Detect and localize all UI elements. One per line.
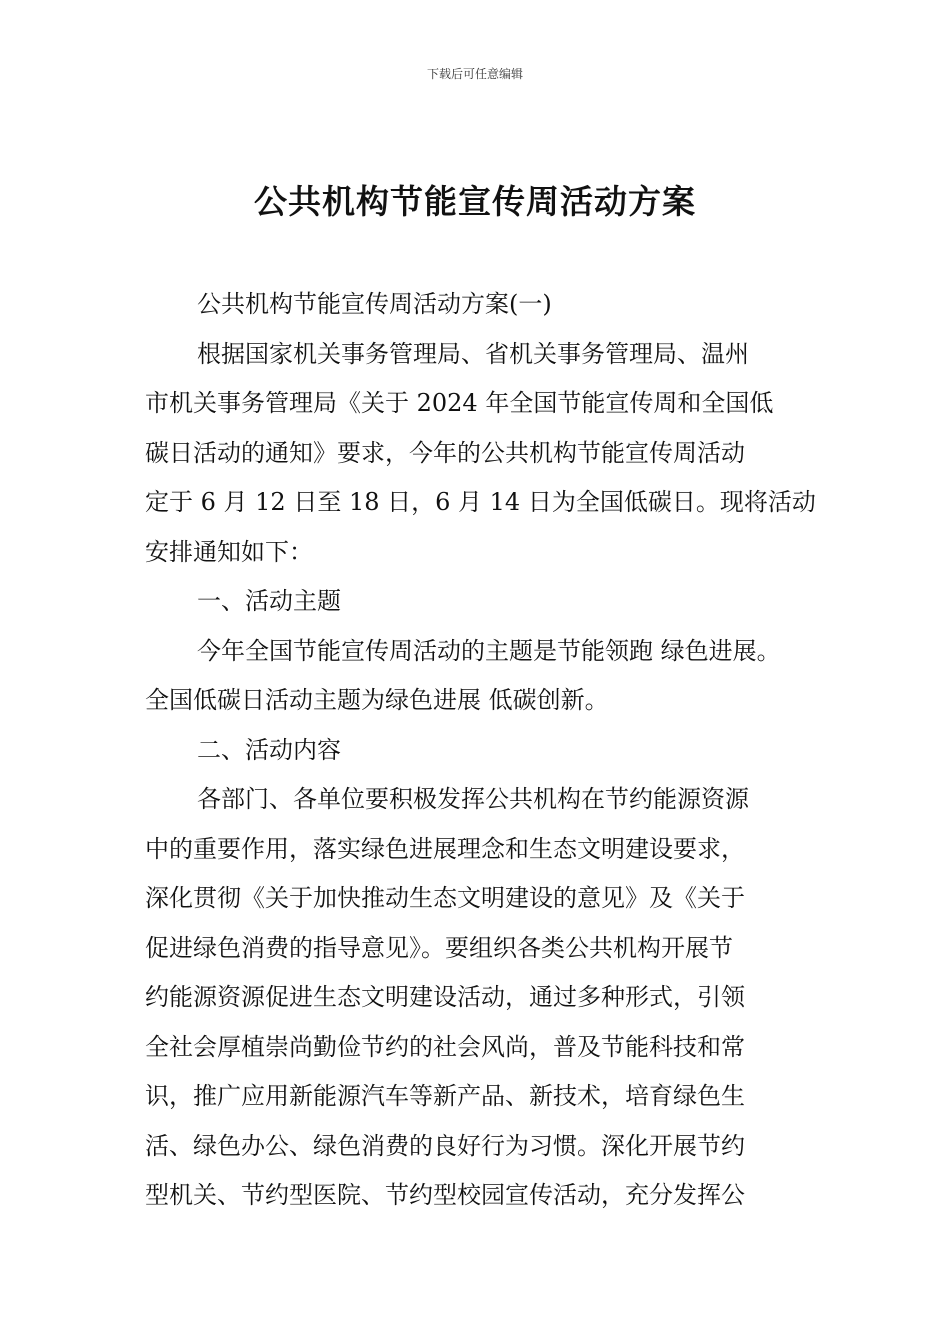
document-title: 公共机构节能宣传周活动方案 — [254, 182, 696, 221]
paragraph-line: 安排通知如下： — [145, 537, 313, 566]
paragraph-line: 各部门、各单位要积极发挥公共机构在节约能源资源 — [197, 785, 749, 813]
section-heading: 二、活动内容 — [197, 735, 341, 764]
paragraph-line: 识，推广应用新能源汽车等新产品、新技术，培育绿色生 — [145, 1082, 745, 1110]
paragraph-line: 深化贯彻《关于加快推动生态文明建设的意见》及《关于 — [145, 884, 745, 912]
paragraph-line: 根据国家机关事务管理局、省机关事务管理局、温州 — [197, 339, 749, 368]
section-heading: 一、活动主题 — [197, 587, 341, 615]
paragraph-line: 促进绿色消费的指导意见》。要组织各类公共机构开展节 — [145, 933, 733, 962]
paragraph-line: 碳日活动的通知》要求，今年的公共机构节能宣传周活动 — [145, 438, 745, 467]
paragraph-line: 中的重要作用，落实绿色进展理念和生态文明建设要求， — [145, 834, 745, 863]
paragraph-line: 全社会厚植崇尚勤俭节约的社会风尚，普及节能科技和常 — [145, 1032, 745, 1061]
paragraph-line: 活、绿色办公、绿色消费的良好行为习惯。深化开展节约 — [145, 1131, 745, 1160]
paragraph-line: 型机关、节约型医院、节约型校园宣传活动，充分发挥公 — [145, 1181, 745, 1209]
paragraph-line: 今年全国节能宣传周活动的主题是节能领跑 绿色进展。 — [197, 636, 781, 665]
subtitle-line: 公共机构节能宣传周活动方案(一) — [197, 290, 552, 318]
paragraph-line: 约能源资源促进生态文明建设活动，通过多种形式，引领 — [145, 983, 745, 1011]
paragraph-line: 市机关事务管理局《关于 2024 年全国节能宣传周和全国低 — [145, 389, 774, 417]
document-body — [145, 280, 815, 1221]
paragraph-line: 定于 6 月 12 日至 18 日，6 月 14 日为全国低碳日。现将活动 — [145, 488, 816, 516]
header-note: 下载后可任意编辑 — [426, 67, 523, 81]
paragraph-line: 全国低碳日活动主题为绿色进展 低碳创新。 — [145, 686, 609, 714]
